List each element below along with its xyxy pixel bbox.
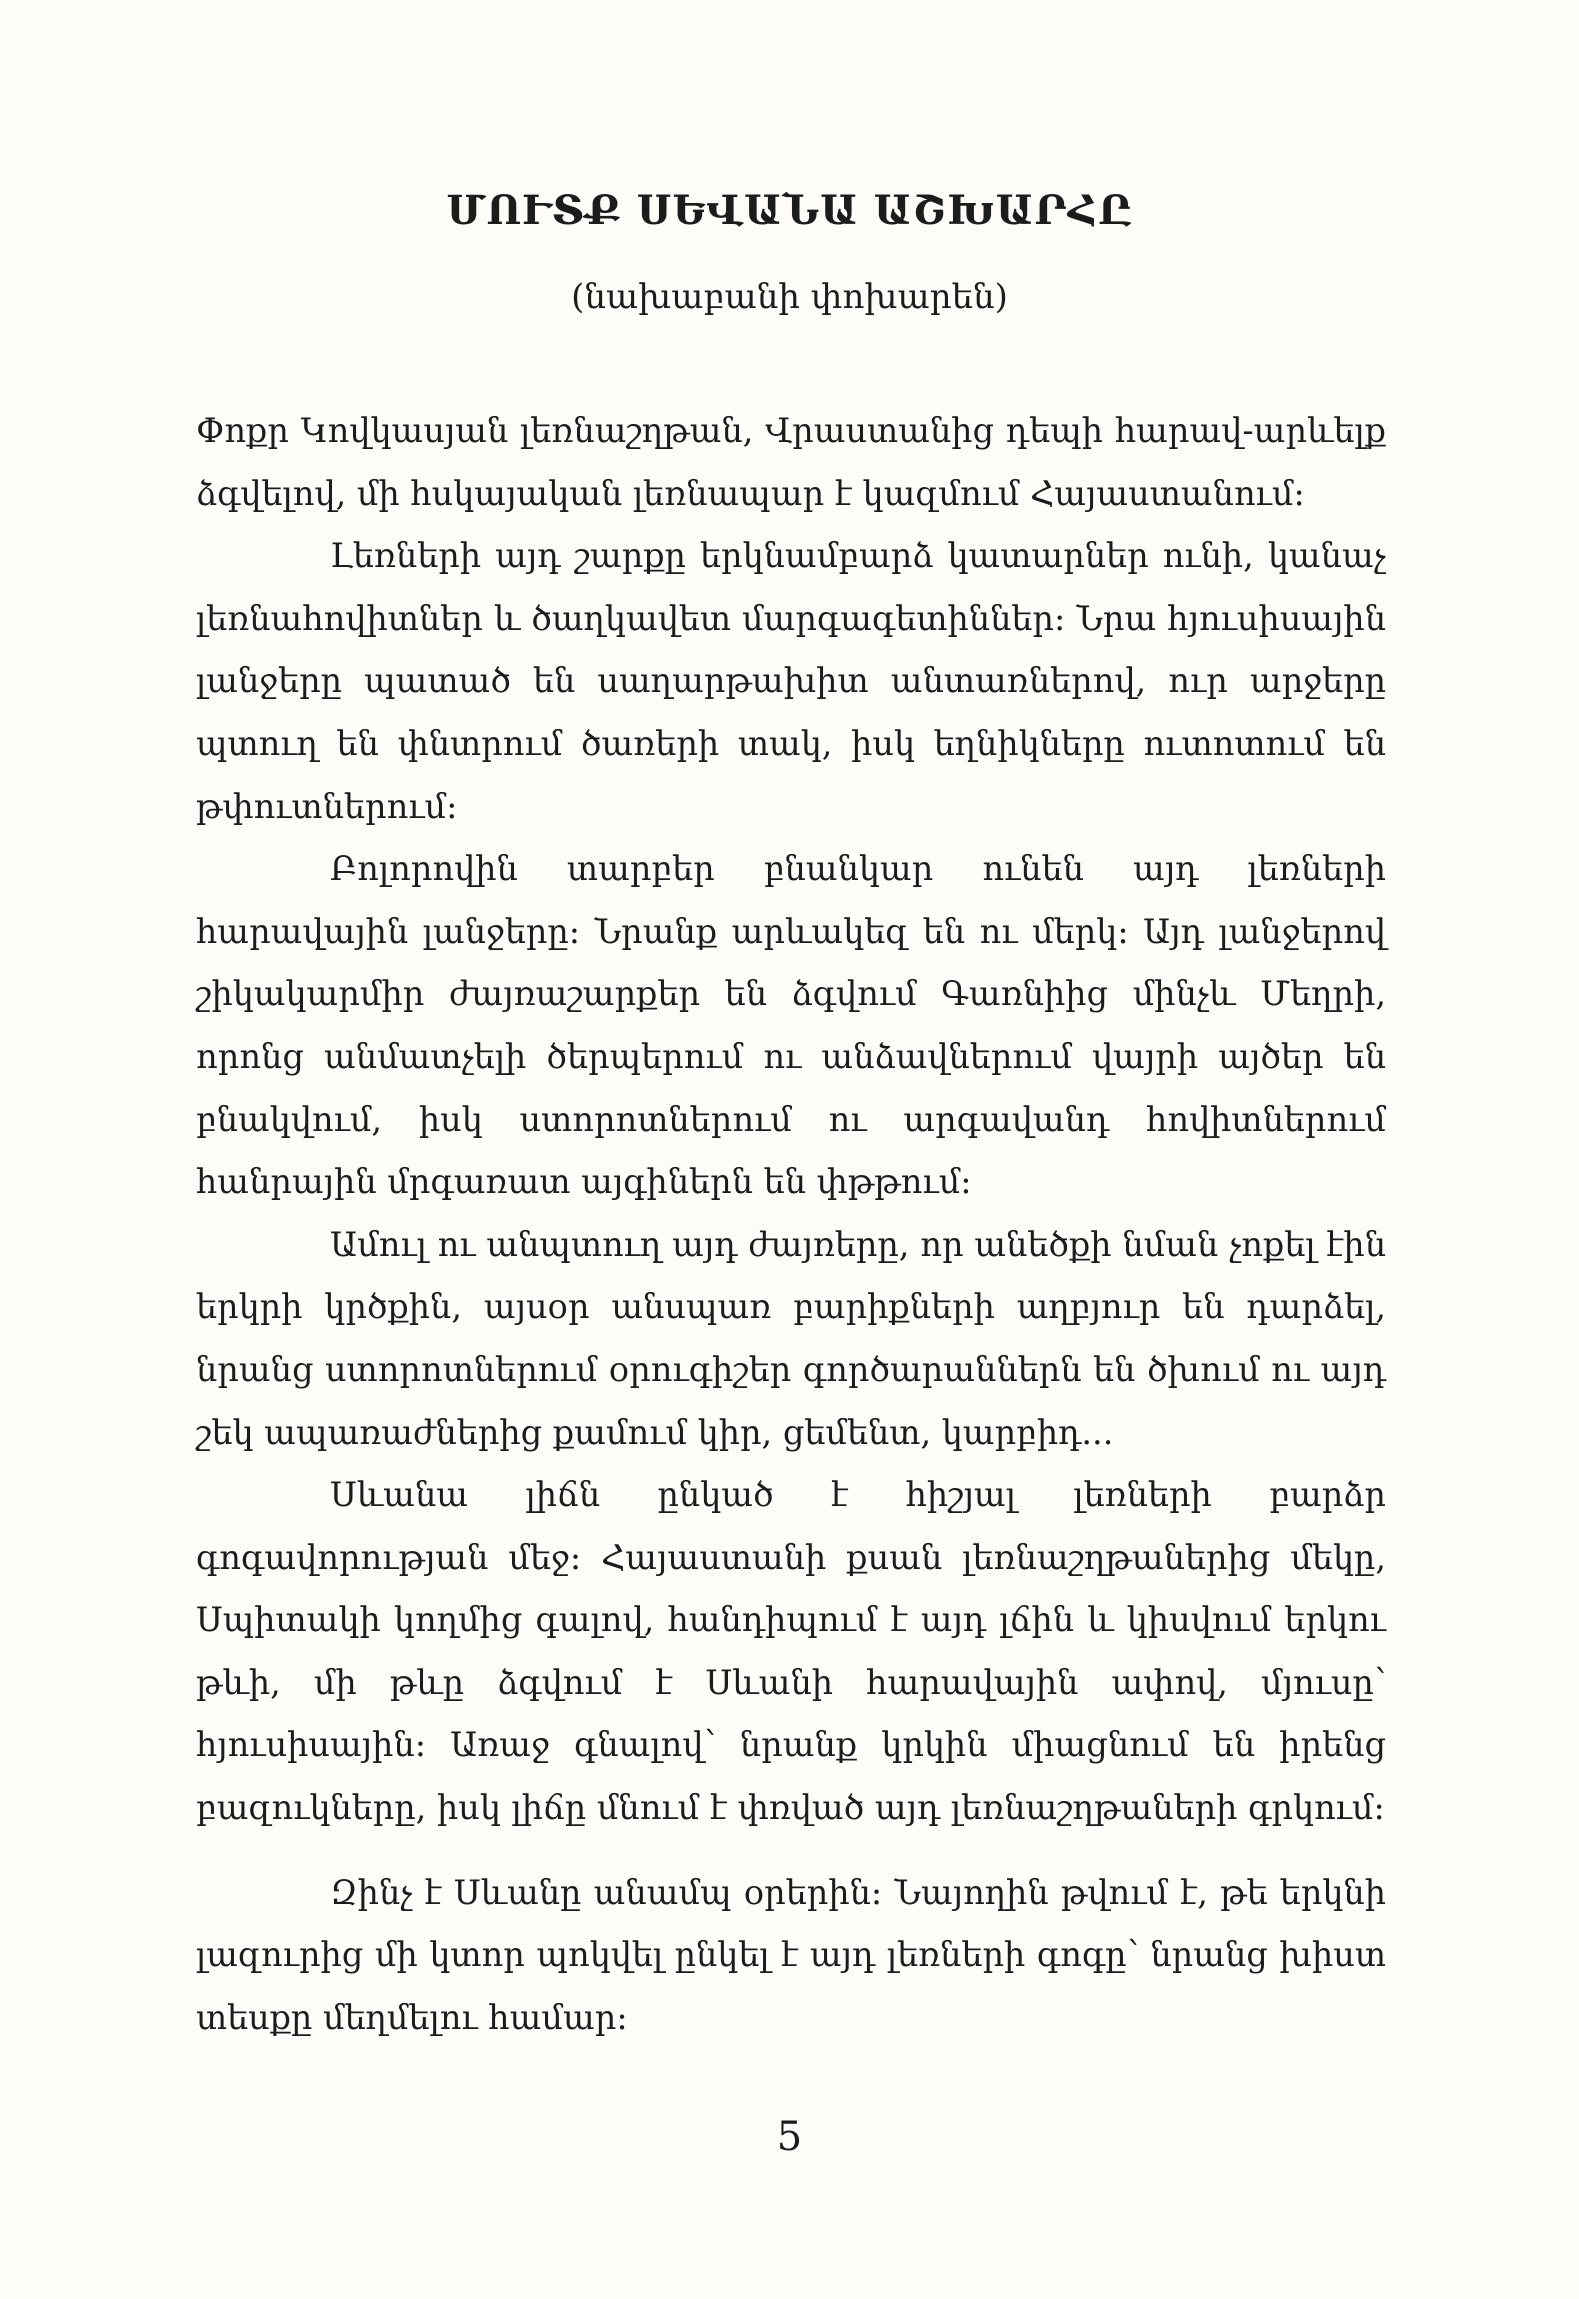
- paragraph: Ամուլ ու անպտուղ այդ ժայռերը, որ անեծքի նման չոքել էին երկրի կրծքին, այսօր անսպառ բարիքների աղբյուր են դարձել, նրանց ստորոտներում օրուգիշեր գործարաններն են ծխում ու այդ շեկ ապառաժներից քամում կիր, ցեմենտ, կարբիդ...: [196, 1224, 1386, 1452]
- paragraph: Փոքր Կովկասյան լեռնաշղթան, Վրաստանից դեպի հարավ-արևելք ձգվելով, մի հսկայական լեռնապար է կազմում Հայաստանում:: [196, 411, 1386, 513]
- page-number: 5: [776, 2114, 803, 2160]
- paragraph: Սևանա լիճն ընկած է հիշյալ լեռների բարձր գոգավորության մեջ: Հայաստանի քսան լեռնաշղթաներից մեկը, Սպիտակի կողմից գալով, հանդիպում է այդ լճին և կիսվում երկու թևի, մի թևը ձգվում է Սևանի հարավային ափով, մյուսը՝ հյուսիսային: Առաջ գնալով՝ նրանք կրկին միացնում են իրենց բազուկները, իսկ լիճը մնում է փռված այդ լեռնաշղթաների գրկում:: [196, 1475, 1386, 1828]
- paragraph: Զինչ է Սևանը անամպ օրերին: Նայողին թվում է, թե երկնի լազուրից մի կտոր պոկվել ընկել է այդ լեռների գոգը՝ նրանց խիստ տեսքը մեղմելու համար:: [196, 1872, 1386, 2037]
- paragraph: Բոլորովին տարբեր բնանկար ունեն այդ լեռների հարավային լանջերը: Նրանք արևակեզ են ու մերկ: Այդ լանջերով շիկակարմիր ժայռաշարքեր են ձգվում Գառնիից մինչև Մեղրի, որոնց անմատչելի ծերպերում ու անձավներում վայրի այծեր են բնակվում, իսկ ստորոտներում ու արգավանդ հովիտներում հանրային մրգառատ այգիներն են փթթում:: [196, 849, 1386, 1202]
- paragraph: Լեռների այդ շարքը երկնամբարձ կատարներ ունի, կանաչ լեռնահովիտներ և ծաղկավետ մարգագետիններ: Նրա հյուսիսային լանջերը պատած են սաղարթախիտ անտառներով, ուր արջերը պտուղ են փնտրում ծառերի տակ, իսկ եղնիկները ուտոտում են թփուտներում:: [196, 536, 1386, 826]
- chapter-title: ՄՈՒՏՔ ՍԵՎԱՆԱ ԱՇԽԱՐՀԸ: [446, 187, 1133, 234]
- chapter-subtitle: (նախաբանի փոխարեն): [571, 277, 1008, 317]
- body-text: [196, 400, 1386, 2049]
